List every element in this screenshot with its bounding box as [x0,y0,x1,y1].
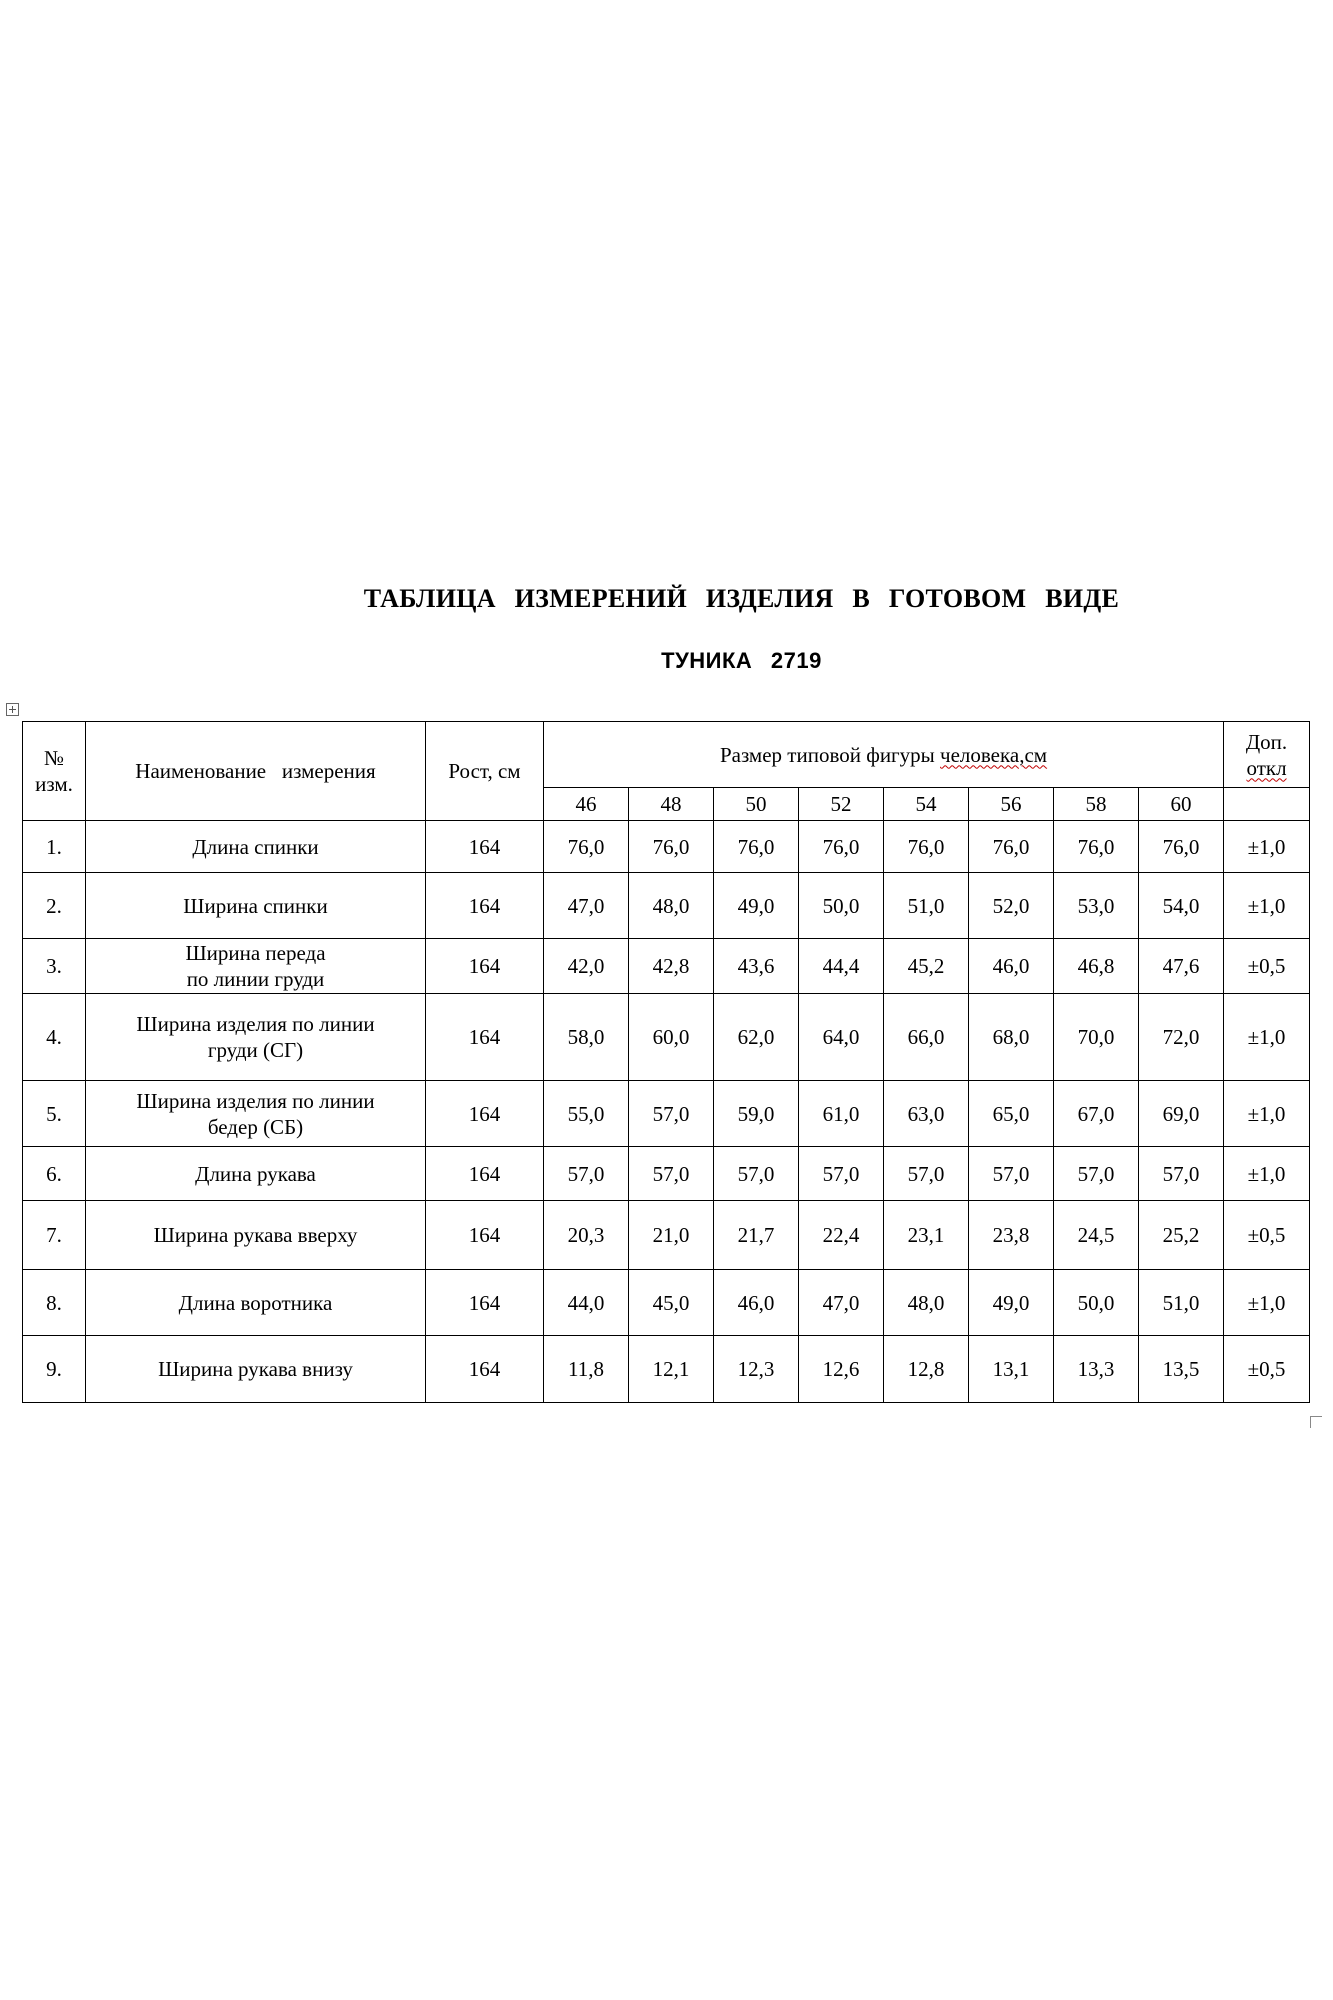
row-value-cell: 65,0 [969,1081,1054,1147]
size-header-cell: 58 [1054,788,1139,821]
row-value-cell: 76,0 [714,821,799,873]
row-value-cell: 57,0 [714,1147,799,1201]
row-value-cell: 51,0 [1139,1270,1224,1336]
row-value-cell: 42,0 [544,939,629,994]
row-value-cell: 59,0 [714,1081,799,1147]
row-value-cell: 42,8 [629,939,714,994]
row-value-cell: 44,4 [799,939,884,994]
row-value-cell: 49,0 [969,1270,1054,1336]
table-row [23,1270,1310,1336]
row-value-cell: 76,0 [799,821,884,873]
row-name-line1: Длина воротника [178,1290,333,1315]
row-value-cell: 66,0 [884,994,969,1081]
size-header-cell: 56 [969,788,1054,821]
row-height-cell: 164 [426,939,544,994]
row-value-cell: 49,0 [714,873,799,939]
row-value-cell: 57,0 [884,1147,969,1201]
row-value-cell: 25,2 [1139,1201,1224,1270]
document-subtitle: ТУНИКА 2719 [661,648,822,673]
row-value-cell: 69,0 [1139,1081,1224,1147]
row-value-cell: 46,8 [1054,939,1139,994]
row-value-cell: 20,3 [544,1201,629,1270]
size-header-cell: 48 [629,788,714,821]
row-name-line1: Ширина переда [185,941,326,965]
row-tolerance-cell: ±1,0 [1224,1081,1310,1147]
row-value-cell: 58,0 [544,994,629,1081]
table-row [23,994,1310,1081]
row-value-cell: 62,0 [714,994,799,1081]
row-number-cell: 8. [23,1270,86,1336]
row-value-cell: 11,8 [544,1336,629,1403]
row-tolerance-cell: ±0,5 [1224,1201,1310,1270]
row-value-cell: 50,0 [799,873,884,939]
row-name-cell [86,821,426,873]
row-number-cell: 3. [23,939,86,994]
row-value-cell: 63,0 [884,1081,969,1147]
row-value-cell: 44,0 [544,1270,629,1336]
row-value-cell: 23,1 [884,1201,969,1270]
row-name-line2: груди (СГ) [207,1038,304,1062]
row-name-line1: Ширина рукава вверху [153,1223,358,1247]
header-row [23,722,1310,788]
row-number-cell: 6. [23,1147,86,1201]
row-value-cell: 52,0 [969,873,1054,939]
row-tolerance-cell: ±0,5 [1224,939,1310,994]
row-name-cell [86,1147,426,1201]
row-value-cell: 47,0 [799,1270,884,1336]
table-resize-handle-icon[interactable] [1310,1416,1322,1428]
header-number-cell [23,722,86,821]
row-value-cell: 46,0 [714,1270,799,1336]
table-row [23,939,1310,994]
header-size-underlined-text: человека,см [940,742,1048,767]
row-height-cell: 164 [426,873,544,939]
row-height-cell: 164 [426,994,544,1081]
header-name-cell: Наименование измерения [86,722,426,821]
table-row [23,821,1310,873]
row-number-cell: 2. [23,873,86,939]
row-number-cell: 1. [23,821,86,873]
row-number-cell: 4. [23,994,86,1081]
row-value-cell: 76,0 [629,821,714,873]
row-value-cell: 76,0 [1054,821,1139,873]
row-number-cell: 5. [23,1081,86,1147]
row-name-line1: Длина спинки [192,834,319,859]
row-value-cell: 61,0 [799,1081,884,1147]
row-value-cell: 24,5 [1054,1201,1139,1270]
row-value-cell: 70,0 [1054,994,1139,1081]
row-value-cell: 12,1 [629,1336,714,1403]
row-value-cell: 22,4 [799,1201,884,1270]
row-value-cell: 64,0 [799,994,884,1081]
row-value-cell: 12,6 [799,1336,884,1403]
row-name-line1: Ширина спинки [183,893,328,918]
size-header-empty-cell [1224,788,1310,821]
row-name-cell [86,873,426,939]
row-value-cell: 12,3 [714,1336,799,1403]
row-value-cell: 57,0 [1054,1147,1139,1201]
row-value-cell: 53,0 [1054,873,1139,939]
row-name-cell [86,1270,426,1336]
row-value-cell: 76,0 [544,821,629,873]
row-name-line2: по линии груди [186,967,325,991]
row-value-cell: 72,0 [1139,994,1224,1081]
row-height-cell: 164 [426,821,544,873]
row-value-cell: 45,0 [629,1270,714,1336]
size-header-cell: 46 [544,788,629,821]
row-tolerance-cell: ±1,0 [1224,873,1310,939]
row-name-line1: Ширина изделия по линии [136,1012,375,1036]
row-value-cell: 76,0 [1139,821,1224,873]
header-size-text: Размер типовой фигуры [719,742,941,767]
row-value-cell: 12,8 [884,1336,969,1403]
row-name-cell [86,1081,426,1147]
row-value-cell: 76,0 [884,821,969,873]
row-value-cell: 21,7 [714,1201,799,1270]
row-value-cell: 54,0 [1139,873,1224,939]
row-value-cell: 43,6 [714,939,799,994]
row-value-cell: 60,0 [629,994,714,1081]
row-value-cell: 57,0 [969,1147,1054,1201]
size-header-cell: 50 [714,788,799,821]
table-row [23,1201,1310,1270]
row-value-cell: 45,2 [884,939,969,994]
row-value-cell: 50,0 [1054,1270,1139,1336]
header-number-abbr: изм. [35,772,73,796]
table-row [23,1081,1310,1147]
table-body [23,722,1310,1403]
row-value-cell: 48,0 [629,873,714,939]
header-tolerance-cell [1224,722,1310,788]
row-value-cell: 57,0 [1139,1147,1224,1201]
table-row [23,1336,1310,1403]
size-header-cell: 60 [1139,788,1224,821]
row-height-cell: 164 [426,1336,544,1403]
row-tolerance-cell: ±1,0 [1224,994,1310,1081]
row-name-line1: Ширина рукава внизу [158,1357,353,1381]
row-name-line1: Ширина изделия по линии [136,1088,375,1113]
row-value-cell: 57,0 [544,1147,629,1201]
row-value-cell: 68,0 [969,994,1054,1081]
row-value-cell: 57,0 [629,1147,714,1201]
header-tolerance-line1: Доп. [1245,729,1288,754]
row-name-cell [86,1201,426,1270]
header-number-symbol: № [43,746,65,770]
row-value-cell: 51,0 [884,873,969,939]
row-name-cell [86,1336,426,1403]
measurements-table [22,721,1310,1403]
row-name-line2: бедер (СБ) [207,1114,304,1139]
table-move-handle-icon[interactable] [6,703,19,716]
row-tolerance-cell: ±1,0 [1224,1147,1310,1201]
row-value-cell: 21,0 [629,1201,714,1270]
row-value-cell: 57,0 [799,1147,884,1201]
row-value-cell: 48,0 [884,1270,969,1336]
row-tolerance-cell: ±0,5 [1224,1336,1310,1403]
document-title: ТАБЛИЦА ИЗМЕРЕНИЙ ИЗДЕЛИЯ В ГОТОВОМ ВИДЕ [363,584,1120,613]
row-value-cell: 13,1 [969,1336,1054,1403]
row-value-cell: 46,0 [969,939,1054,994]
row-number-cell: 9. [23,1336,86,1403]
row-height-cell: 164 [426,1081,544,1147]
row-name-cell [86,939,426,994]
header-tolerance-line2: откл [1246,755,1287,780]
header-height-cell: Рост, см [426,722,544,821]
row-value-cell: 23,8 [969,1201,1054,1270]
row-number-cell: 7. [23,1201,86,1270]
row-value-cell: 13,3 [1054,1336,1139,1403]
row-height-cell: 164 [426,1201,544,1270]
row-name-cell [86,994,426,1081]
header-size-cell [544,722,1224,788]
table-row [23,873,1310,939]
row-height-cell: 164 [426,1147,544,1201]
row-value-cell: 67,0 [1054,1081,1139,1147]
size-header-cell: 52 [799,788,884,821]
table-row [23,1147,1310,1201]
row-value-cell: 13,5 [1139,1336,1224,1403]
row-value-cell: 47,0 [544,873,629,939]
row-tolerance-cell: ±1,0 [1224,1270,1310,1336]
row-tolerance-cell: ±1,0 [1224,821,1310,873]
row-value-cell: 76,0 [969,821,1054,873]
row-name-line1: Длина рукава [195,1161,316,1186]
row-value-cell: 57,0 [629,1081,714,1147]
size-header-cell: 54 [884,788,969,821]
row-height-cell: 164 [426,1270,544,1336]
row-value-cell: 55,0 [544,1081,629,1147]
row-value-cell: 47,6 [1139,939,1224,994]
